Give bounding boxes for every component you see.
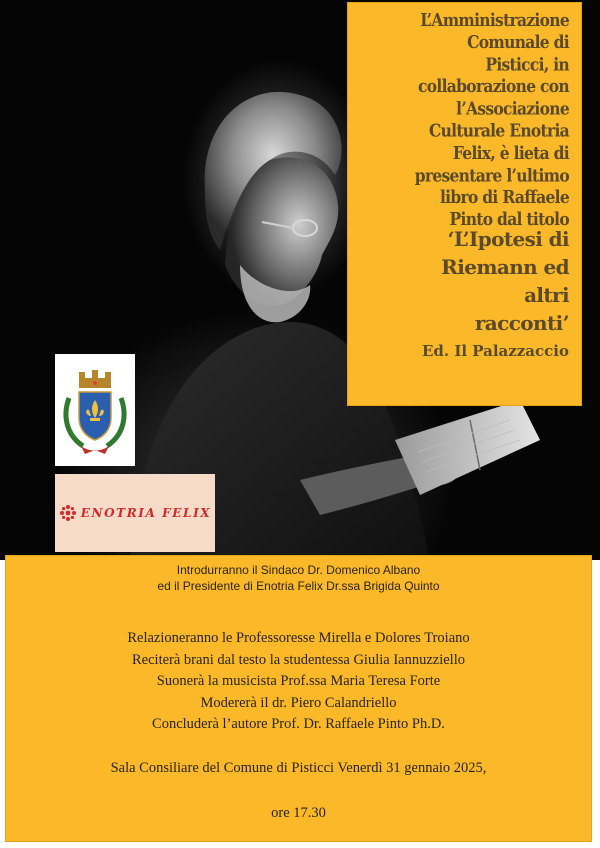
announcement-line: l’Associazione [456, 97, 569, 119]
speaker-line: Reciterà brani dal testo la studentessa Giulia Iannuzziello [132, 651, 465, 668]
introduction-line: ed il Presidente di Enotria Felix Dr.ssa Brigida Quinto [157, 579, 440, 593]
event-details-panel [5, 555, 592, 842]
brand-text: ENOTRIA FELIX [80, 506, 212, 520]
announcement-line: Culturale Enotria [428, 119, 569, 142]
speaker-line: Suonerà la musicista Prof.ssa Maria Teresa Forte [156, 673, 441, 689]
grape-flower-icon [59, 504, 77, 522]
announcement-line: Pisticci, in [485, 53, 569, 75]
announcement-line: Felix, è lieta di [452, 142, 569, 164]
announcement-line: collaborazione con [418, 75, 569, 97]
introduction-line: Introdurranno il Sindaco Dr. Domenico Albano [176, 563, 421, 577]
announcement-line: presentare l’ultimo [414, 164, 569, 186]
announcement-line: libro di Raffaele [439, 186, 569, 208]
venue-date: Sala Consiliare del Comune di Pisticci Venerdì 31 gennaio 2025, [110, 759, 487, 776]
announcement-text [358, 9, 569, 231]
announcement-line: Comunale di [467, 31, 569, 53]
event-time: ore 17.30 [271, 805, 326, 821]
municipal-crest [55, 354, 135, 466]
book-title-line: altri [524, 282, 569, 307]
publisher: Ed. Il Palazzaccio [421, 341, 569, 360]
book-title-line: Riemann ed [441, 254, 569, 279]
announcement-line: Pinto dal titolo [449, 208, 569, 230]
speaker-line: Modererà il dr. Piero Calandriello [200, 694, 397, 711]
announcement-line: L’Amministrazione [420, 9, 569, 31]
coat-of-arms-icon [55, 354, 135, 466]
book-title-line: ‘L’Ipotesi di [447, 226, 569, 251]
enotria-felix-logo [55, 474, 215, 552]
book-title-line: racconti’ [474, 310, 569, 335]
title-panel [347, 2, 582, 406]
speaker-line: Relazioneranno le Professoresse Mirella e Dolores Troiano [127, 630, 470, 646]
book-title [358, 225, 569, 337]
speaker-line: Concluderà l’autore Prof. Dr. Raffaele Pinto Ph.D. [152, 716, 445, 732]
